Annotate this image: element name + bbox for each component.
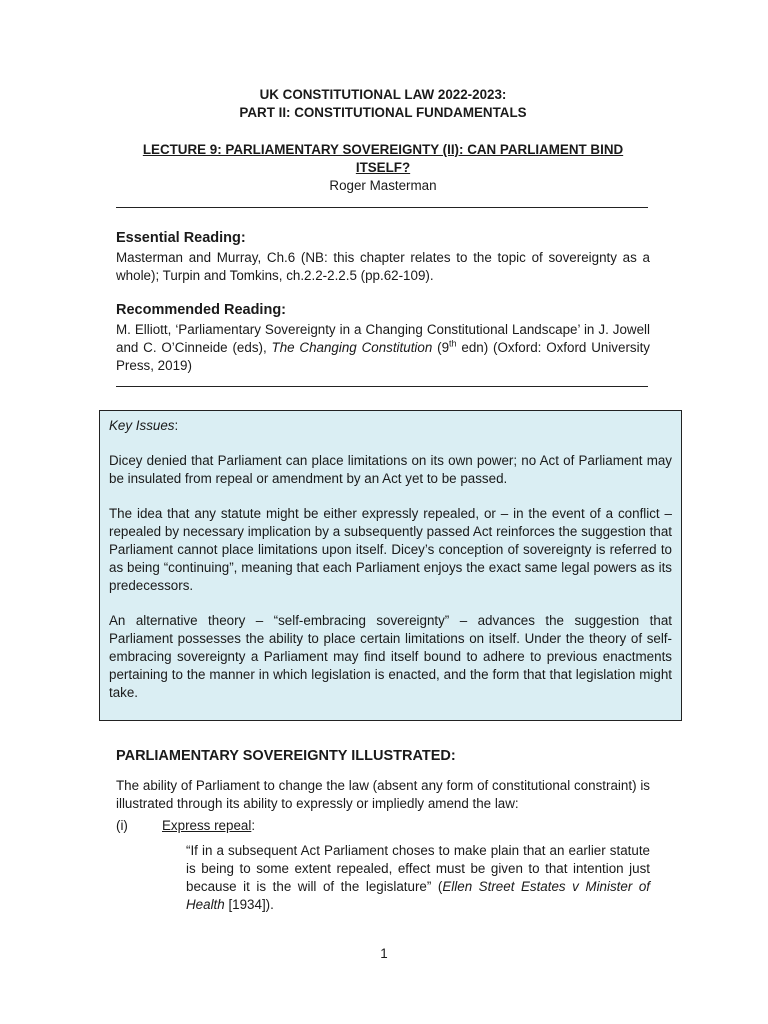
list-item-colon: : bbox=[251, 818, 256, 833]
divider-line bbox=[116, 207, 648, 208]
express-repeal-label: Express repeal bbox=[162, 818, 252, 833]
recommended-text-part2: (9 bbox=[432, 340, 450, 355]
recommended-text-part3: edn) (Oxford: Oxford University Press, 2019) bbox=[116, 340, 650, 373]
key-issues-colon: : bbox=[174, 418, 179, 433]
key-issues-label bbox=[109, 417, 672, 435]
quote-text-part2: [1934]). bbox=[224, 897, 274, 912]
list-item-number: (i) bbox=[116, 818, 128, 833]
recommended-reading-section bbox=[116, 301, 650, 375]
author-name: Roger Masterman bbox=[329, 178, 437, 193]
edition-superscript: th bbox=[449, 338, 457, 349]
essential-reading-heading: Essential Reading: bbox=[116, 230, 246, 246]
case-name: Ellen Street Estates v Minister of Health bbox=[186, 879, 651, 912]
divider-line bbox=[116, 386, 648, 387]
list-item-label bbox=[162, 817, 255, 835]
key-issues-box bbox=[99, 410, 682, 721]
recommended-reading-heading: Recommended Reading: bbox=[116, 302, 286, 318]
quote-text-part1: “If in a subsequent Act Parliament choses to make plain that an earlier statute is being to some extent repealed, effect must be given to that intention just because it is the will of the legislature” ( bbox=[186, 843, 650, 894]
illustrated-heading: PARLIAMENTARY SOVEREIGNTY ILLUSTRATED: bbox=[116, 748, 456, 764]
course-title bbox=[116, 86, 650, 122]
book-title: The Changing Constitution bbox=[271, 340, 433, 355]
sovereignty-illustrated-section bbox=[116, 747, 650, 813]
key-issue-paragraph: Dicey denied that Parliament can place limitations on its own power; no Act of Parliament may be insulated from repeal or amendment by an Act yet to be passed. bbox=[109, 453, 672, 486]
key-issue-paragraph: An alternative theory – “self-embracing sovereignty” – advances the suggestion that Parliament possesses the ability to place certain limitations on itself. Under the theory of self-embracing sovereignty a Parliament may find itself bound to adhere to previous enactments pertaining to the manner in which legislation is enacted, and the form that that legislation might take. bbox=[109, 613, 672, 700]
recommended-reading-text bbox=[116, 321, 650, 375]
case-quotation bbox=[186, 842, 650, 914]
illustrated-intro: The ability of Parliament to change the law (absent any form of constitutional constraint) is illustrated through its ability to expressly or impliedly amend the law: bbox=[116, 778, 650, 811]
page-number: 1 bbox=[380, 946, 388, 961]
recommended-text-part1: M. Elliott, ‘Parliamentary Sovereignty in a Changing Constitutional Landscape’ in J. Jowell and C. O’Cinneide (eds), bbox=[116, 322, 650, 355]
essential-reading-text: Masterman and Murray, Ch.6 (NB: this chapter relates to the topic of sovereignty as a whole); Turpin and Tomkins, ch.2.2-2.2.5 (pp.62-109). bbox=[116, 250, 650, 283]
key-issue-paragraph: The idea that any statute might be either expressly repealed, or – in the event of a conflict – repealed by necessary implication by a subsequently passed Act reinforces the suggestion that Parliament cannot place limitations upon itself. Dicey’s conception of sovereignty is referred to as being “continuing”, meaning that each Parliament enjoys the exact same legal powers as its predecessors. bbox=[109, 506, 672, 593]
key-issues-label-text: Key Issues bbox=[109, 418, 175, 433]
essential-reading-section bbox=[116, 229, 650, 285]
course-title-line1: UK CONSTITUTIONAL LAW 2022-2023: bbox=[259, 87, 507, 102]
course-title-line2: PART II: CONSTITUTIONAL FUNDAMENTALS bbox=[239, 105, 527, 120]
lecture-title: LECTURE 9: PARLIAMENTARY SOVEREIGNTY (II): CAN PARLIAMENT BIND ITSELF? bbox=[142, 142, 624, 175]
